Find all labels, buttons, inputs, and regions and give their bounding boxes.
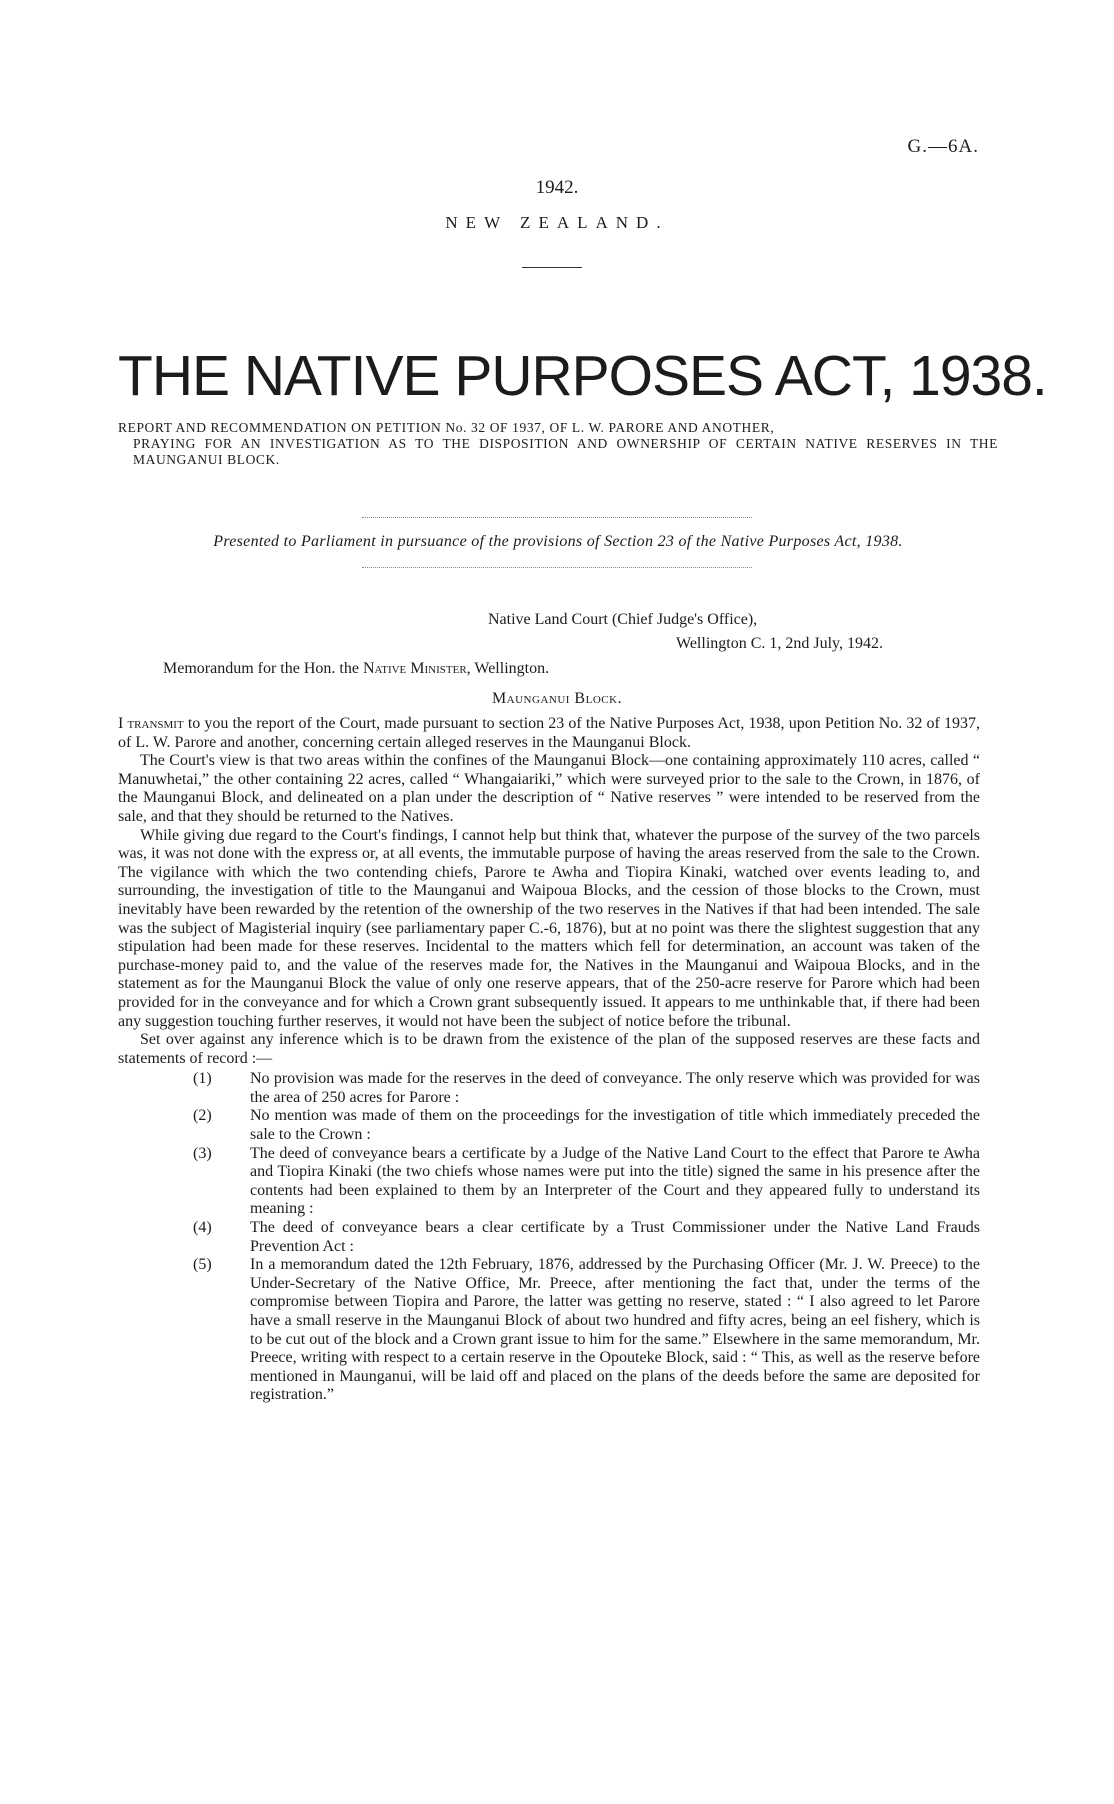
- subtitle-line-1: REPORT AND RECOMMENDATION ON PETITION No. 32 OF 1937, OF L. W. PARORE AND ANOTHER,: [118, 420, 775, 435]
- list-item-text: No mention was made of them on the proceedings for the investigation of title which immediately preceded the sale to the Crown :: [250, 1107, 980, 1144]
- list-item: [118, 1256, 980, 1405]
- memo-suffix: , Wellington.: [466, 660, 550, 677]
- address-line-2: Wellington C. 1, 2nd July, 1942.: [676, 635, 884, 652]
- memo-prefix: Memorandum for the Hon. the: [163, 660, 363, 677]
- dotted-divider: [362, 567, 752, 568]
- address-line-1: Native Land Court (Chief Judge's Office),: [488, 611, 758, 628]
- paragraph-lead: I transmit: [118, 715, 184, 732]
- subtitle-continuation: PRAYING FOR AN INVESTIGATION AS TO THE DISPOSITION AND OWNERSHIP OF CERTAIN NATIVE RESERVES IN THE MAUNGANUI BLOCK.: [133, 436, 998, 467]
- list-item-number: (2): [193, 1107, 212, 1125]
- dotted-divider: [362, 517, 752, 518]
- list-item-number: (1): [193, 1070, 212, 1088]
- document-reference: G.—6A.: [907, 136, 979, 157]
- list-item: [118, 1145, 980, 1219]
- paragraph-3: While giving due regard to the Court's findings, I cannot help but think that, whatever the purpose of the survey of the two parcels was, it was not done with the express or, at all events, the immutable purpose of having the areas reserved from the sale to the Crown. The vigilance with which the two contending chiefs, Parore te Awha and Tiopira Kinaki, watched over events leading to, and surrounding, the investigation of title to the Maunganui and Waipoua Blocks, and the cession of those blocks to the Crown, must inevitably have been rewarded by the retention of the ownership of the two reserves in the Natives if that had been intended. The sale was the subject of Magisterial inquiry (see parliamentary paper C.-6, 1876), but at no point was there the slightest suggestion that any stipulation had been made for these reserves. Incidental to the matters which fell for determination, an account was taken of the purchase-money paid to, and the value of the reserves made for, the Natives in the Maunganui and Waipoua Blocks, and in the statement as for the Maunganui Block the value of only one reserve appears, that of the 250-acre reserve for Parore which had been provided for in the conveyance and for which a Crown grant subsequently issued. It appears to me unthinkable that, if there had been any suggestion touching further reserves, it would not have been the subject of notice before the tribunal.: [118, 826, 980, 1030]
- paragraph-4: Set over against any inference which is to be drawn from the existence of the plan of the supposed reserves are these facts and statements of record :—: [118, 1031, 980, 1067]
- presented-statement: Presented to Parliament in pursuance of the provisions of Section 23 of the Native Purposes Act, 1938.: [213, 533, 903, 550]
- list-item-text: The deed of conveyance bears a clear certificate by a Trust Commissioner under the Native Land Frauds Prevention Act :: [250, 1219, 980, 1255]
- paragraph-1: [118, 715, 980, 752]
- paragraph-1-text: to you the report of the Court, made pursuant to section 23 of the Native Purposes Act, 1938, upon Petition No. 32 of 1937, of L. W. Parore and another, concerning certain alleged reserves in the Maunganui Block.: [118, 715, 980, 751]
- list-item-text: No provision was made for the reserves in the deed of conveyance. The only reserve which was provided for was the area of 250 acres for Parore :: [250, 1070, 980, 1106]
- document-title: THE NATIVE PURPOSES ACT, 1938.: [118, 344, 1047, 408]
- document-year: 1942.: [535, 177, 579, 198]
- list-item-text: The deed of conveyance bears a certificate by a Judge of the Native Land Court to the effect that Parore te Awha and Tiopira Kinaki (the two chiefs whose names were put into the title) signed the same in his presence after the contents had been explained to them by an Interpreter of the Court and they appeared fully to understand its meaning :: [250, 1144, 980, 1218]
- list-item: [118, 1070, 980, 1107]
- list-item-text: In a memorandum dated the 12th February, 1876, addressed by the Purchasing Officer (Mr. J. W. Preece) to the Under-Secretary of the Native Office, Mr. Preece, after mentioning the fact that, under the terms of the compromise between Tiopira and Parore, the latter was getting no reserve, stated : “ I also agreed to let Parore have a small reserve in the Maunganui Block of about two hundred and fifty acres, being an eel fishery, which is to be cut out of the block and a Crown grant issue to him for the same.” Elsewhere in the same memorandum, Mr. Preece, writing with respect to a certain reserve in the Opouteke Block, said : “ This, as well as the reserve before mentioned in Maunganui, will be laid off and placed on the plans of the deeds before the same are deposited for registration.”: [250, 1256, 980, 1404]
- section-heading: Maunganui Block.: [491, 690, 623, 707]
- memorandum-line: [163, 660, 549, 678]
- numbered-list: [118, 1070, 980, 1405]
- list-item: [118, 1107, 980, 1144]
- paragraph-2: The Court's view is that two areas within the confines of the Maunganui Block—one containing approximately 110 acres, called “ Manuwhetai,” the other containing 22 acres, called “ Whangaiariki,” which were surveyed prior to the sale to the Crown, in 1876, of the Maunganui Block, and delineated on a plan under the description of “ Native reserves ” were intended to be reserved from the sale, and that they should be returned to the Natives.: [118, 752, 980, 825]
- divider: [522, 267, 582, 268]
- list-item-number: (4): [193, 1219, 212, 1237]
- body-text: [118, 715, 980, 1405]
- document-subtitle: [118, 420, 998, 468]
- list-item: [118, 1219, 980, 1256]
- country-heading: NEW ZEALAND.: [445, 213, 669, 232]
- list-item-number: (3): [193, 1144, 212, 1162]
- list-item-number: (5): [193, 1256, 212, 1274]
- memo-minister: Native Minister: [362, 660, 467, 677]
